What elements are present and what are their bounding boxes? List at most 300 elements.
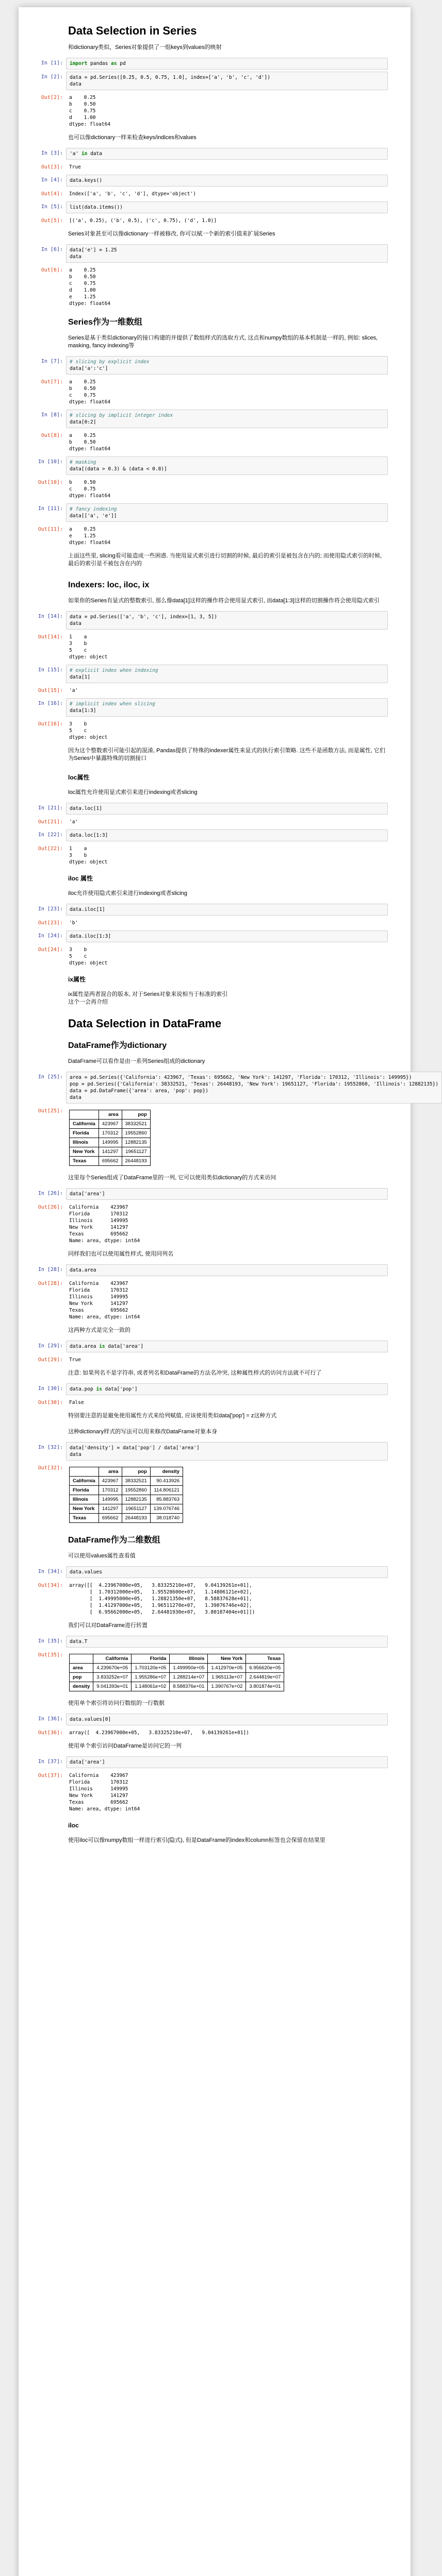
table-cell: 9.041393e+01 [93,1682,132,1691]
code-editor[interactable] [66,503,388,522]
output-prompt: Out[30]: [38,1400,63,1405]
code-token: data = pd.Series([0.25, 0.5, 0.75, 1.0], index=['a', 'b', 'c', 'd']) data [70,75,270,87]
code-token: data['e'] = 1.25 data [70,247,117,260]
column-header: pop [122,1467,150,1477]
output-cell [19,1769,411,1816]
table-header-row [70,1110,151,1120]
code-token: data.loc[1] [70,806,102,811]
table-row [70,1486,183,1495]
column-header: density [150,1467,183,1477]
code-cell[interactable] [19,409,411,429]
code-editor[interactable] [66,1341,388,1352]
output-cell [19,1201,411,1247]
code-editor[interactable] [66,698,388,717]
markdown-heading: Data Selection in DataFrame [68,1017,222,1030]
column-header: California [93,1654,132,1664]
markdown-heading: Series作为一维数组 [68,318,143,327]
table-header-row [70,1467,183,1477]
output-cell [19,91,411,131]
code-editor[interactable] [66,410,388,428]
output-text: a 0.25 b 0.50 c 0.75 dtype: float64 [69,379,111,405]
markdown-cell [19,1011,411,1033]
output-cell [19,1579,411,1619]
output-cell [19,376,411,409]
markdown-cell [19,41,411,57]
markdown-cell [19,1549,411,1565]
code-editor[interactable] [66,201,388,213]
markdown-paragraph: Series是基于类似dictionary的接口构建的并提供了数组样式的选取方式, 这点和numpy数组的基本机制是一样的, 例如: slices, masking, fancy indexing等 [68,335,378,349]
output-prompt: Out[23]: [38,920,63,926]
table-cell: Texas [70,1157,99,1166]
markdown-paragraph: 可以使用values属性查看值 [68,1553,136,1559]
output-prompt: Out[7]: [41,379,63,385]
code-editor[interactable] [66,175,388,187]
input-prompt: In [29]: [38,1343,63,1349]
input-prompt: In [30]: [38,1386,63,1392]
markdown-cell [19,1619,411,1635]
code-editor[interactable] [66,930,388,942]
input-prompt: In [26]: [38,1191,63,1196]
code-cell[interactable] [19,1263,411,1277]
markdown-cell [19,1528,411,1549]
output-cell [19,1277,411,1324]
markdown-paragraph: 这里每个Series组成了DataFrame里的一列, 它可以使用类似dictionary的方式来访问 [68,1175,276,1181]
code-cell[interactable] [19,903,411,917]
table-row [70,1664,284,1673]
code-token: data.keys() [70,178,102,183]
code-editor[interactable] [66,1072,442,1104]
markdown-paragraph: 使用单个索引将访问行数组的一行数据 [68,1700,165,1706]
table-cell: 1.499950e+05 [170,1664,208,1673]
table-cell: 1.288214e+07 [170,1673,208,1682]
output-prompt: Out[6]: [41,267,63,273]
markdown-paragraph: loc属性允许使用显式索引来进行indexing或者slicing [68,789,198,795]
input-prompt: In [15]: [38,667,63,673]
input-prompt: In [5]: [41,204,63,210]
output-prompt: Out[37]: [38,1773,63,1778]
column-header: Florida [132,1654,170,1664]
column-header: pop [122,1110,150,1120]
input-prompt: In [28]: [38,1267,63,1273]
table-cell: 139.076746 [150,1504,183,1514]
input-prompt: In [16]: [38,701,63,706]
markdown-paragraph: 使用单个索引访问DataFrame是访问它的一列 [68,1743,182,1749]
column-header [70,1110,99,1120]
code-editor[interactable] [66,1188,388,1200]
code-cell[interactable] [19,200,411,214]
table-cell: 3.801874e+01 [246,1682,284,1691]
output-text: 'a' [69,819,78,825]
output-prompt: Out[10]: [38,480,63,485]
markdown-heading: DataFrame作为dictionary [68,1041,167,1050]
code-token: data.T [70,1639,88,1645]
markdown-heading: loc属性 [68,774,90,781]
code-token: data.values[0] [70,1717,111,1722]
markdown-heading: ix属性 [68,976,86,983]
table-cell: 85.883763 [150,1495,183,1504]
code-token: data.area [70,1267,96,1273]
code-editor[interactable] [66,244,388,263]
output-text: a 0.25 e 1.25 dtype: float64 [69,527,111,546]
output-text: 'a' [69,688,78,693]
code-token: data.iloc[1] [70,907,105,912]
output-cell [19,188,411,200]
table-cell: 2.644819e+07 [246,1673,284,1682]
output-prompt: Out[28]: [38,1281,63,1286]
markdown-heading: iloc [68,1822,79,1829]
code-token: data['area'] [70,1759,105,1765]
code-token: is [99,1344,105,1349]
markdown-cell [19,1171,411,1187]
table-cell: 3.833252e+07 [93,1673,132,1682]
table-row [70,1682,284,1691]
output-prompt: Out[5]: [41,218,63,224]
table-cell: 38332521 [122,1477,150,1486]
code-editor[interactable] [66,1636,388,1648]
table-cell: 1.703120e+05 [132,1664,170,1673]
table-cell: 19552860 [122,1486,150,1495]
table-row [70,1120,151,1129]
markdown-cell [19,1409,411,1425]
markdown-paragraph: 注意: 如果列名不是字符串, 或者列名和DataFrame的方法名冲突, 这种属性样式的访问方法就不可行了 [68,1370,322,1376]
output-prompt: Out[35]: [38,1652,63,1658]
input-prompt: In [2]: [41,74,63,80]
table-cell: area [70,1664,93,1673]
markdown-paragraph: 如果你的Series有显式的整数索引, 那么像data[1]这样的操作将会使用显式索引, 而data[1:3]这样的切割操作将会使用隐式索引 [68,598,380,604]
output-cell [19,1649,411,1697]
table-cell: 141297 [99,1504,122,1514]
markdown-cell [19,970,411,988]
column-header [70,1654,93,1664]
column-header: Illinois [170,1654,208,1664]
table-cell: California [70,1477,99,1486]
code-token: data[1] [70,674,91,680]
markdown-cell [19,1366,411,1382]
code-editor[interactable] [66,904,388,916]
table-cell: 149995 [99,1495,122,1504]
table-cell: 1.412970e+05 [208,1664,246,1673]
code-cell[interactable] [19,1635,411,1649]
code-editor[interactable] [66,148,388,160]
markdown-cell [19,744,411,768]
dataframe-output [66,1650,388,1696]
code-cell[interactable] [19,1382,411,1396]
output-prompt: Out[25]: [38,1108,63,1114]
output-cell [19,718,411,744]
code-token: data.area [70,1344,100,1349]
output-prompt: Out[8]: [41,433,63,438]
markdown-cell [19,887,411,903]
code-editor[interactable] [66,665,388,683]
markdown-heading: Data Selection in Series [68,24,197,37]
output-text: 1 a 3 b dtype: object [69,846,108,865]
table-cell: Illinois [70,1138,99,1147]
output-prompt: Out[15]: [38,688,63,693]
code-cell[interactable] [19,455,411,476]
markdown-cell [19,1324,411,1340]
code-editor[interactable] [66,1264,388,1276]
code-token: is [96,1386,102,1392]
table-cell: pop [70,1673,93,1682]
code-editor[interactable] [66,1756,388,1768]
output-prompt: Out[14]: [38,634,63,640]
code-cell[interactable] [19,802,411,816]
output-cell [19,1105,411,1171]
code-cell[interactable] [19,243,411,264]
code-token: data[['a', 'e']] [70,513,117,519]
code-token: list(data.items()) [70,205,123,210]
code-token: data.iloc[1:3] [70,934,111,939]
input-prompt: In [3]: [41,150,63,156]
table-row [70,1673,284,1682]
table-cell: 149995 [99,1138,122,1147]
code-editor[interactable] [66,58,388,70]
output-text: True [69,1357,81,1363]
table-cell: 1.390767e+02 [208,1682,246,1691]
table-row [70,1504,183,1514]
output-text: array([[ 4.23967000e+05, 3.83325210e+07, 9.04139261e+01], [ 1.70312000e+05, 1.95528600e+07, 1.14806121e+02], [ 1.49995000e+05, 1.28821350e+07, 8.58837628e+01], [ 1.41297000e+05, 1.96511270e+07, 1.39076746e+02], [ 6.95662000e+05, 2.64481930e+07, 3.80187404e+01]]) [69,1583,255,1615]
table-row [70,1157,151,1166]
dataframe-output [66,1463,388,1527]
output-text: False [69,1400,84,1405]
table-cell: New York [70,1147,99,1157]
code-editor[interactable] [66,456,388,475]
table-cell: Illinois [70,1495,99,1504]
output-text: 1 a 3 b 5 c dtype: object [69,634,108,660]
input-prompt: In [35]: [38,1638,63,1644]
output-prompt: Out[4]: [41,191,63,197]
output-cell [19,842,411,869]
code-editor[interactable] [66,803,388,815]
column-header: area [99,1467,122,1477]
output-text: array([ 4.23967000e+05, 3.83325210e+07, 9.04139261e+01]) [69,1730,249,1736]
input-prompt: In [8]: [41,412,63,418]
output-prompt: Out[34]: [38,1583,63,1588]
markdown-paragraph: 因为这个整数索引可能引起的混淆, Pandas提供了特殊的indexer属性来显式的执行索引策略. 这些不是函数方法, 而是属性, 它们为Series中暴露特殊的切割接口 [68,748,385,761]
markdown-cell [19,1834,411,1850]
column-header [70,1467,99,1477]
code-cell[interactable] [19,57,411,71]
output-cell [19,1353,411,1366]
code-cell[interactable] [19,502,411,523]
input-prompt: In [7]: [41,359,63,364]
output-prompt: Out[29]: [38,1357,63,1363]
code-token: data['pop'] [102,1386,138,1392]
input-prompt: In [6]: [41,247,63,252]
code-token: data.loc[1:3] [70,833,108,838]
markdown-cell [19,869,411,887]
code-cell[interactable] [19,1713,411,1726]
code-cell[interactable] [19,355,411,376]
table-cell: 26448193 [122,1157,150,1166]
table-cell: 695662 [99,1157,122,1166]
output-text: 3 b 5 c dtype: object [69,721,108,740]
code-cell[interactable] [19,610,411,631]
code-token: 'a' [70,151,81,157]
column-header: New York [208,1654,246,1664]
output-text: a 0.25 b 0.50 c 0.75 d 1.00 e 1.25 dtype: float64 [69,267,111,307]
table-cell: 19552860 [122,1129,150,1138]
table-row [70,1477,183,1486]
code-token: data.pop [70,1386,96,1392]
code-editor[interactable] [66,1566,388,1578]
output-cell [19,631,411,664]
table-row [70,1138,151,1147]
code-cell[interactable] [19,1340,411,1353]
code-token: data['a':'c'] [70,366,108,371]
table-cell: 26448193 [122,1514,150,1523]
code-token: pandas [87,61,111,66]
code-cell[interactable] [19,1755,411,1769]
output-prompt: Out[32]: [38,1465,63,1471]
markdown-cell [19,1816,411,1834]
markdown-cell [19,573,411,594]
column-header: Texas [246,1654,284,1664]
table-cell: 38.018740 [150,1514,183,1523]
table-cell: 423967 [99,1120,122,1129]
output-text: 3 b 5 c dtype: object [69,947,108,966]
code-editor[interactable] [66,611,388,630]
code-token: data [87,151,102,157]
output-text: California 423967 Florida 170312 Illinois 149995 New York 141297 Texas 695662 Name: area, dtype: int64 [69,1205,140,1244]
markdown-cell [19,131,411,147]
output-prompt: Out[11]: [38,527,63,532]
code-editor[interactable] [66,1442,388,1461]
markdown-heading: iloc 属性 [68,875,93,882]
table-row [70,1514,183,1523]
table-cell: California [70,1120,99,1129]
table-cell: 1.955286e+07 [132,1673,170,1682]
output-text: b 0.50 c 0.75 dtype: float64 [69,480,111,499]
output-prompt: Out[24]: [38,947,63,953]
input-prompt: In [24]: [38,933,63,939]
table-cell: 38332521 [122,1120,150,1129]
output-cell [19,476,411,502]
markdown-cell [19,1033,411,1055]
code-cell[interactable] [19,1187,411,1201]
table-cell: 4.239670e+05 [93,1664,132,1673]
notebook-page [19,7,438,2576]
markdown-cell [19,988,411,1011]
code-editor[interactable] [66,356,388,375]
output-text: California 423967 Florida 170312 Illinois 149995 New York 141297 Texas 695662 Name: area, dtype: int64 [69,1281,140,1320]
dataframe-table [69,1654,284,1691]
input-prompt: In [25]: [38,1074,63,1080]
output-cell [19,1396,411,1409]
code-token: pd [117,61,126,66]
markdown-paragraph: 这种dictionary样式的写法可以用来修改DataFrame对象本身 [68,1429,218,1435]
table-cell: density [70,1682,93,1691]
markdown-heading: DataFrame作为二维数组 [68,1536,160,1545]
markdown-paragraph: 上面这些里, slicing看可能造成一些困惑. 当使用显式索引进行切割的时候, 最后的索引是被包含在内的; 而使用隐式索引的时候, 最后的索引是不被包含在内的 [68,553,382,567]
table-cell: 114.806121 [150,1486,183,1495]
table-cell: 423967 [99,1477,122,1486]
output-text: California 423967 Florida 170312 Illinois 149995 New York 141297 Texas 695662 Name: area, dtype: int64 [69,1773,140,1812]
table-cell: Florida [70,1486,99,1495]
input-prompt: In [11]: [38,506,63,512]
output-prompt: Out[3]: [41,164,63,170]
code-token: # implicit index when slicing [70,701,155,707]
code-cell[interactable] [19,664,411,684]
code-token: data[1:3] [70,708,96,714]
table-cell: 90.413926 [150,1477,183,1486]
markdown-paragraph: 也可以像dictionary一样来检查keys/indices和values [68,134,197,141]
code-token: # masking [70,460,96,465]
table-cell: Florida [70,1129,99,1138]
input-prompt: In [32]: [38,1445,63,1450]
markdown-paragraph: 我们可以对DataFrame进行转置 [68,1622,148,1629]
markdown-cell [19,1055,411,1071]
markdown-cell [19,768,411,786]
markdown-cell [19,786,411,802]
markdown-paragraph: 同样我们也可以使用属性样式, 使用同列名 [68,1251,174,1257]
markdown-cell [19,19,411,41]
code-editor[interactable] [66,829,388,841]
code-token: import [70,61,88,66]
dataframe-table [69,1467,183,1523]
code-cell[interactable] [19,1565,411,1579]
output-cell [19,816,411,828]
table-cell: 12882135 [122,1495,150,1504]
code-token: # explicit index when indexing [70,668,158,673]
markdown-cell [19,331,411,355]
input-prompt: In [22]: [38,832,63,838]
code-cell[interactable] [19,697,411,718]
output-cell [19,1726,411,1739]
output-prompt: Out[22]: [38,846,63,852]
code-editor[interactable] [66,1714,388,1725]
code-token: data = pd.Series(['a', 'b', 'c'], index=[1, 3, 5]) data [70,614,217,626]
code-token: # slicing by explicit index [70,359,150,365]
code-token: data['area'] [70,1191,105,1197]
markdown-cell [19,1247,411,1263]
table-cell: 695662 [99,1514,122,1523]
output-prompt: Out[16]: [38,721,63,727]
code-token: area = pd.Series({'California': 423967, 'Texas': 695662, 'New York': 141297, 'Florida': 170312, 'Illinois': 149995}) pop = pd.Series({'California': 38332521, 'Texas': 26448193, 'New York': 19651127, 'Florida': 19552860, 'Illinois': 12882135}) data = pd.DataFrame({'area': area, 'pop': pop}) data [70,1075,438,1100]
code-cell[interactable] [19,71,411,91]
code-token: as [111,61,117,66]
output-cell [19,523,411,549]
markdown-paragraph: DataFrame可以看作是由一系列Series组成的dictionary [68,1058,205,1064]
code-editor[interactable] [66,72,388,90]
code-cell[interactable] [19,147,411,161]
code-cell[interactable] [19,174,411,188]
code-cell[interactable] [19,1071,438,1105]
table-row [70,1495,183,1504]
code-editor[interactable] [66,1383,388,1395]
code-cell[interactable] [19,1441,411,1462]
input-prompt: In [23]: [38,906,63,912]
output-text: Index(['a', 'b', 'c', 'd'], dtype='object') [69,191,196,197]
code-token: data.values [70,1569,102,1575]
output-text: a 0.25 b 0.50 c 0.75 d 1.00 dtype: float64 [69,95,111,127]
code-cell[interactable] [19,828,411,842]
markdown-paragraph: Series对象甚至可以像dictionary一样被修改, 你可以赋一个新的索引值来扩展Series [68,231,275,237]
input-prompt: In [4]: [41,177,63,183]
input-prompt: In [10]: [38,459,63,465]
input-prompt: In [14]: [38,614,63,619]
output-text: True [69,164,81,170]
output-prompt: Out[2]: [41,95,63,100]
code-cell[interactable] [19,929,411,943]
markdown-cell [19,227,411,243]
table-cell: 6.956620e+05 [246,1664,284,1673]
code-token: # fancy indexing [70,506,117,512]
output-cell [19,161,411,174]
output-cell [19,1462,411,1528]
input-prompt: In [21]: [38,805,63,811]
output-prompt: Out[21]: [38,819,63,825]
